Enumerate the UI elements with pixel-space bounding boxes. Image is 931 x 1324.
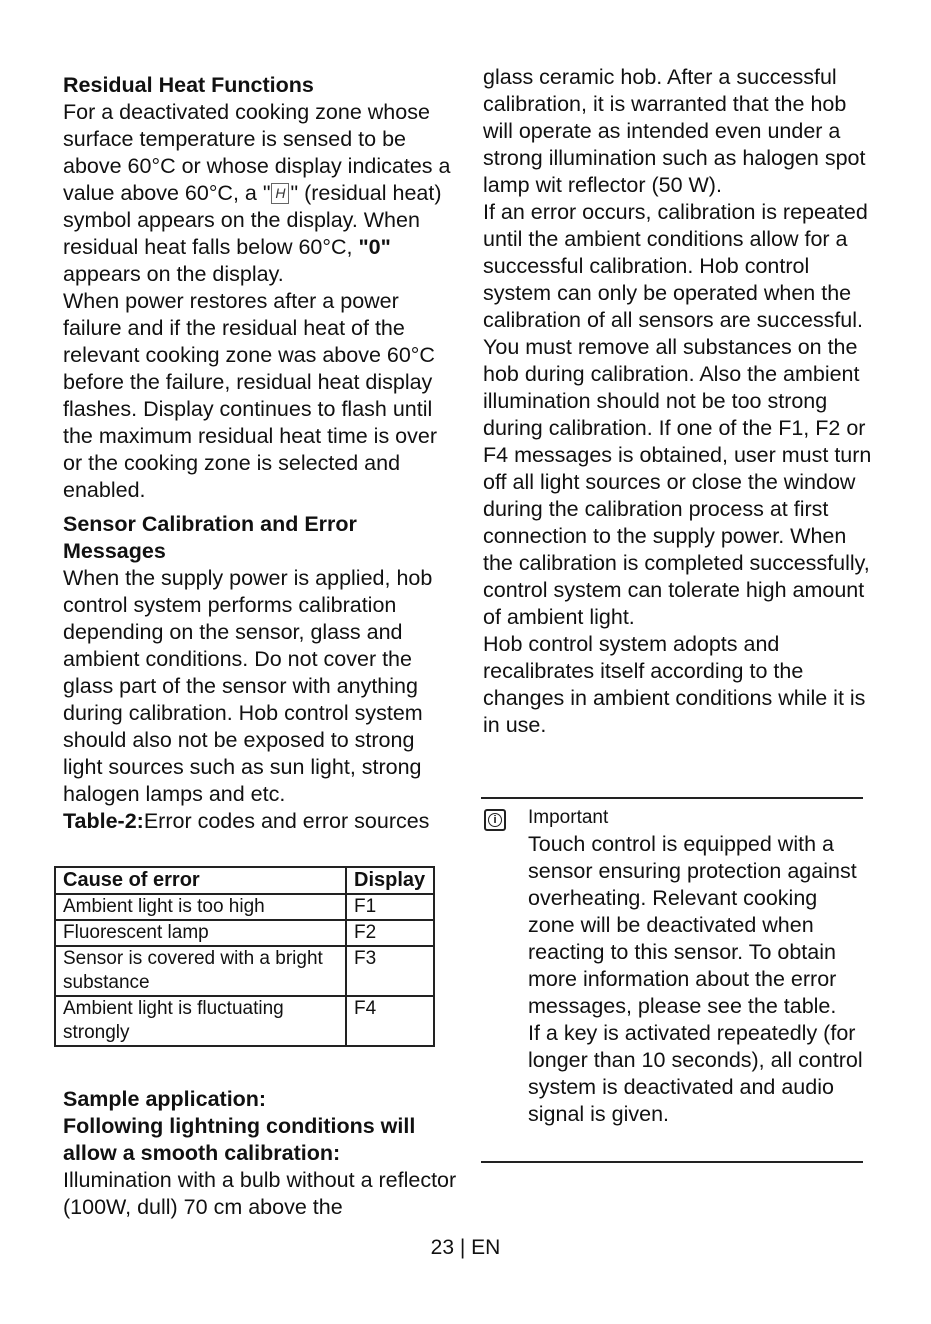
display-cell: F1 [346, 894, 434, 920]
right-column [483, 64, 873, 739]
heading-sensor-calibration: Sensor Calibration and Error Messages [63, 512, 357, 563]
info-icon [484, 809, 506, 831]
page-number: 23 | EN [430, 1236, 501, 1259]
cause-cell: Ambient light is too high [55, 894, 346, 920]
important-paragraph-overheat: Touch control is equipped with a sensor ensuring protection against overheating. Relevant cooking zone will be deactivated when reacting to this sensor. To obtain more information about the error messages, please see the table. [528, 832, 857, 1018]
important-title: Important [528, 807, 609, 828]
residual-text-b: " (residual heat) symbol appears on the display. When residual heat falls below 60°C, [63, 181, 442, 259]
zero-symbol: "0" [358, 235, 391, 259]
cause-cell: Sensor is covered with a bright substance [55, 946, 346, 996]
table-row [55, 920, 434, 946]
table-row [55, 894, 434, 920]
error-codes-table [54, 866, 435, 1047]
header-cause: Cause of error [55, 867, 346, 894]
important-paragraph-key: If a key is activated repeatedly (for longer than 10 seconds), all control system is deactivated and audio signal is given. [528, 1021, 863, 1126]
residual-heat-paragraph [63, 99, 458, 288]
residual-text-c: appears on the display. [63, 262, 284, 286]
heading-residual-heat: Residual Heat Functions [63, 73, 314, 97]
table-caption-label: Table-2: [63, 809, 144, 833]
header-display: Display [346, 867, 434, 894]
error-repeat-paragraph: If an error occurs, calibration is repeated until the ambient conditions allow for a successful calibration. Hob control system can only be operated when the calibration of all sensors are successful. [483, 200, 868, 332]
remove-substances-paragraph: You must remove all substances on the hob during calibration. Also the ambient illumination should not be too strong during calibration. If one of the F1, F2 or F4 messages is obtained, user must turn off all light sources or close the window during the calibration process at first connection to the supply power. When the calibration is completed successfully, control system can tolerate high amount of ambient light. [483, 335, 872, 629]
table-caption-text: Error codes and error sources [143, 809, 430, 833]
residual-text-a: For a deactivated cooking zone whose surface temperature is sensed to be above 60°C or whose display indicates a value above 60°C, a " [63, 100, 451, 205]
info-icon-glyph: i [488, 813, 502, 827]
table-caption [63, 808, 458, 835]
important-body [528, 831, 868, 1128]
heading-lightning-conditions: Following lightning conditions will allow a smooth calibration: [63, 1114, 416, 1165]
cause-cell: Ambient light is fluctuating strongly [55, 996, 346, 1046]
power-failure-paragraph: When power restores after a power failure and if the residual heat of the relevant cooking zone was above 60°C before the failure, residual heat display flashes. Display continues to flash until the maximum residual heat time is over or the cooking zone is selected and enabled. [63, 289, 438, 502]
recalibration-paragraph: Hob control system adopts and recalibrates itself according to the changes in ambient conditions while it is in use. [483, 632, 866, 737]
sample-paragraph: Illumination with a bulb without a reflector (100W, dull) 70 cm above the [63, 1168, 457, 1219]
display-cell: F3 [346, 946, 434, 996]
important-top-divider [481, 797, 863, 799]
left-column [63, 72, 458, 835]
calibration-paragraph: When the supply power is applied, hob control system performs calibration depending on the sensor, glass and ambient conditions. Do not cover the glass part of the sensor with anything during calibration. Hob control system should also not be exposed to strong light sources such as sun light, strong halogen lamps and etc. [63, 566, 433, 806]
important-bottom-divider [481, 1161, 863, 1163]
display-cell: F2 [346, 920, 434, 946]
table-row [55, 946, 434, 996]
sample-application-section [63, 1086, 458, 1221]
heading-sample-application: Sample application: [63, 1087, 267, 1111]
cause-cell: Fluorescent lamp [55, 920, 346, 946]
table-header-row [55, 867, 434, 894]
calibration-success-paragraph: glass ceramic hob. After a successful calibration, it is warranted that the hob will operate as intended even under a strong illumination such as halogen spot lamp wit reflector (50 W). [483, 65, 866, 197]
residual-heat-symbol-icon: H [271, 183, 289, 204]
table-row [55, 996, 434, 1046]
display-cell: F4 [346, 996, 434, 1046]
